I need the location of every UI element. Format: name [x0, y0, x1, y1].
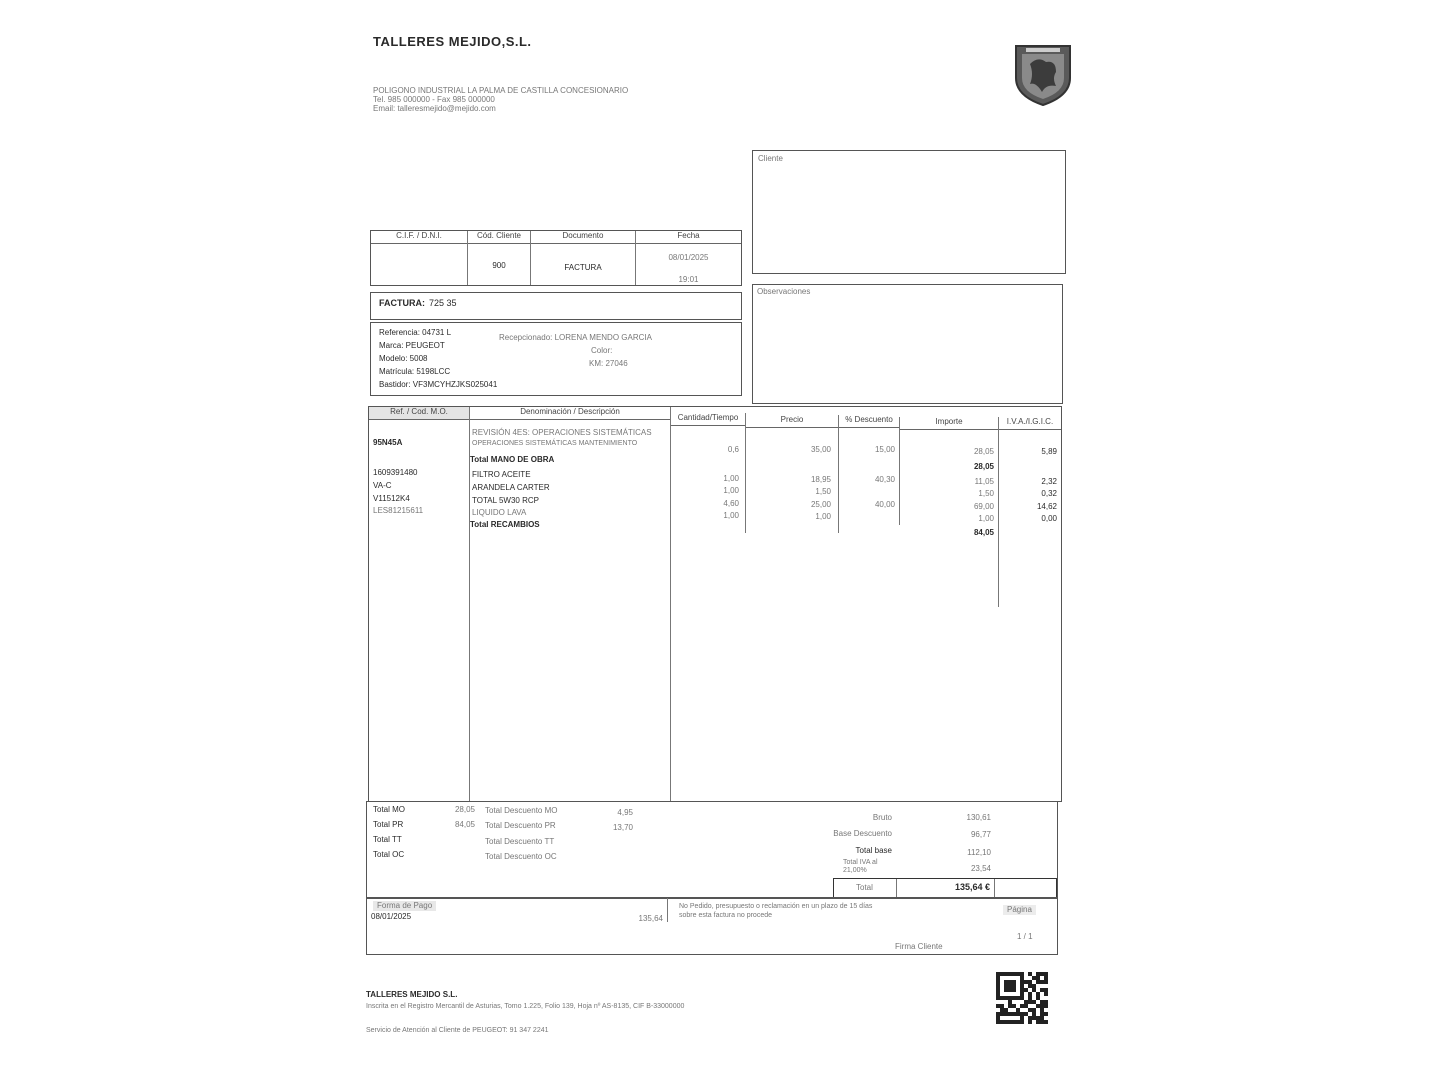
- base-desc-value: 96,77: [970, 830, 991, 839]
- company-phone: Tel. 985 000000 - Fax 985 000000: [373, 95, 495, 104]
- row-5-price: 25,00: [810, 500, 831, 509]
- row-5-ref: V11512K4: [373, 494, 410, 503]
- items-table: [368, 406, 1062, 802]
- row-2-desc: Total MANO DE OBRA: [470, 455, 555, 464]
- col-amount: Importe: [900, 417, 998, 430]
- footer-service: Servicio de Atención al Cliente de PEUGEOT: 91 347 2241: [366, 1027, 549, 1034]
- total-desc-mo-label: Total Descuento MO: [485, 806, 558, 815]
- bruto-value: 130,61: [966, 813, 991, 822]
- document-header-box: [370, 230, 742, 286]
- total-desc-tt-label: Total Descuento TT: [485, 837, 555, 846]
- grand-total-label: Total: [856, 883, 873, 892]
- cod-cliente-value: 900: [492, 261, 506, 270]
- row-1-iva: 5,89: [1041, 447, 1057, 456]
- vehicle-referencia: Referencia: 04731 L: [379, 328, 452, 337]
- forma-pago-label: Forma de Pago: [373, 901, 436, 911]
- page-value: 1 / 1: [1017, 932, 1033, 941]
- total-desc-pr-value: 13,70: [612, 823, 633, 832]
- row-5-disc: 40,00: [874, 500, 895, 509]
- row-6-desc: LIQUIDO LAVA: [472, 508, 527, 517]
- row-5-amount: 69,00: [973, 502, 994, 511]
- row-1-disc: 15,00: [874, 445, 895, 454]
- row-5-qty: 4,60: [723, 499, 739, 508]
- row-5-desc: TOTAL 5W30 RCP: [472, 496, 539, 505]
- legal-text: No Pedido, presupuesto o reclamación en un plazo de 15 días: [679, 903, 873, 910]
- observaciones-label: Observaciones: [757, 287, 811, 296]
- factura-label: FACTURA:: [379, 298, 425, 308]
- total-pr-label: Total PR: [373, 820, 404, 829]
- total-oc-label: Total OC: [373, 850, 405, 859]
- vehicle-modelo: Modelo: 5008: [379, 354, 428, 363]
- row-3-desc: FILTRO ACEITE: [472, 470, 531, 479]
- total-base-value: 112,10: [967, 848, 991, 857]
- row-5-iva: 14,62: [1036, 502, 1057, 511]
- grand-total-value: 135,64 €: [954, 882, 990, 892]
- row-4-price: 1,50: [815, 487, 831, 496]
- total-tt-label: Total TT: [373, 835, 402, 844]
- factura-number: 725 35: [429, 298, 457, 308]
- bruto-label: Bruto: [872, 813, 892, 822]
- total-pr-value: 84,05: [454, 820, 475, 829]
- row-1-desc: OPERACIONES SISTEMÁTICAS MANTENIMIENTO: [472, 440, 638, 447]
- row-3-qty: 1,00: [723, 474, 739, 483]
- row-7-amount: 84,05: [973, 528, 994, 537]
- signature-label: Firma Cliente: [895, 942, 943, 951]
- vehicle-color: Color:: [591, 346, 613, 355]
- grand-total-box: [833, 878, 1057, 898]
- header-cif: C.I.F. / D.N.I.: [371, 231, 467, 244]
- row-3-ref: 1609391480: [373, 468, 418, 477]
- row-3-iva: 2,32: [1041, 477, 1057, 486]
- col-iva: I.V.A./I.G.I.C.: [999, 417, 1061, 430]
- vehicle-bastidor: Bastidor: VF3MCYHZJKS025041: [379, 380, 498, 389]
- totals-box: [366, 801, 1058, 899]
- cliente-box: [752, 150, 1066, 274]
- row-2-amount: 28,05: [973, 462, 994, 471]
- row-1-price: 35,00: [810, 445, 831, 454]
- row-6-amount: 1,00: [978, 514, 994, 523]
- vehicle-km: KM: 27046: [589, 359, 628, 368]
- col-qty: Cantidad/Tiempo: [671, 413, 745, 426]
- row-4-desc: ARANDELA CARTER: [472, 483, 550, 492]
- hora-value: 19:01: [678, 275, 699, 284]
- total-base-label: Total base: [855, 846, 892, 855]
- base-desc-label: Base Descuento: [833, 829, 892, 838]
- documento-value: FACTURA: [564, 263, 602, 272]
- row-6-price: 1,00: [815, 512, 831, 521]
- payment-amount: 135,64: [638, 914, 663, 923]
- row-6-iva: 0,00: [1041, 514, 1057, 523]
- fecha-value: 08/01/2025: [668, 253, 709, 262]
- total-mo-value: 28,05: [454, 805, 475, 814]
- row-6-ref: LES81215611: [373, 506, 424, 515]
- legal-text-2: sobre esta factura no procede: [679, 912, 773, 919]
- vehicle-recepcionado: Recepcionado: LORENA MENDO GARCIA: [499, 333, 652, 342]
- peugeot-logo-icon: [1012, 42, 1074, 108]
- vehicle-marca: Marca: PEUGEOT: [379, 341, 445, 350]
- row-7-desc: Total RECAMBIOS: [470, 520, 540, 529]
- footer-registry: Inscrita en el Registro Mercantil de Asturias, Tomo 1.225, Folio 139, Hoja nº AS-8135, CIF B-33000000: [366, 1003, 685, 1010]
- row-3-disc: 40,30: [874, 475, 895, 484]
- factura-box: [370, 292, 742, 320]
- col-ref: Ref. / Cod. M.O.: [369, 407, 469, 420]
- company-email: Email: talleresmejido@mejido.com: [373, 104, 496, 113]
- row-3-price: 18,95: [810, 475, 831, 484]
- company-name: TALLERES MEJIDO,S.L.: [373, 34, 532, 49]
- total-mo-label: Total MO: [373, 805, 406, 814]
- observaciones-box: [752, 284, 1063, 404]
- row-1-qty: 0,6: [727, 445, 739, 454]
- row-4-ref: VA-C: [373, 481, 392, 490]
- row-4-qty: 1,00: [723, 486, 739, 495]
- row-3-amount: 11,05: [974, 477, 994, 486]
- cliente-label: Cliente: [758, 154, 783, 163]
- qr-code-icon: [996, 972, 1048, 1024]
- company-address: POLIGONO INDUSTRIAL LA PALMA DE CASTILLA CONCESIONARIO: [373, 86, 629, 95]
- row-4-iva: 0,32: [1041, 489, 1057, 498]
- total-iva-value: 23,54: [970, 864, 991, 873]
- row-0-desc: REVISIÓN 4ES: OPERACIONES SISTEMÁTICAS: [472, 428, 652, 437]
- header-fecha: Fecha: [636, 231, 741, 244]
- total-desc-pr-label: Total Descuento PR: [485, 821, 556, 830]
- vehicle-box: [370, 322, 742, 396]
- footer-company: TALLERES MEJIDO S.L.: [366, 990, 458, 999]
- row-1-ref: 95N45A: [373, 438, 403, 447]
- row-4-amount: 1,50: [978, 489, 994, 498]
- total-iva-label: Total IVA al 21,00%: [843, 859, 878, 874]
- col-disc: % Descuento: [839, 415, 899, 428]
- total-desc-oc-label: Total Descuento OC: [485, 852, 557, 861]
- row-1-amount: 28,05: [973, 447, 994, 456]
- col-price: Precio: [746, 415, 838, 428]
- header-documento: Documento: [531, 231, 635, 244]
- row-6-qty: 1,00: [723, 511, 739, 520]
- payment-box: [366, 897, 1058, 955]
- total-desc-mo-value: 4,95: [617, 808, 633, 817]
- vehicle-matricula: Matrícula: 5198LCC: [379, 367, 451, 376]
- header-cod-cliente: Cód. Cliente: [468, 231, 530, 244]
- page-label: Página: [1003, 905, 1036, 915]
- payment-date: 08/01/2025: [371, 912, 412, 921]
- col-desc: Denominación / Descripción: [470, 407, 670, 420]
